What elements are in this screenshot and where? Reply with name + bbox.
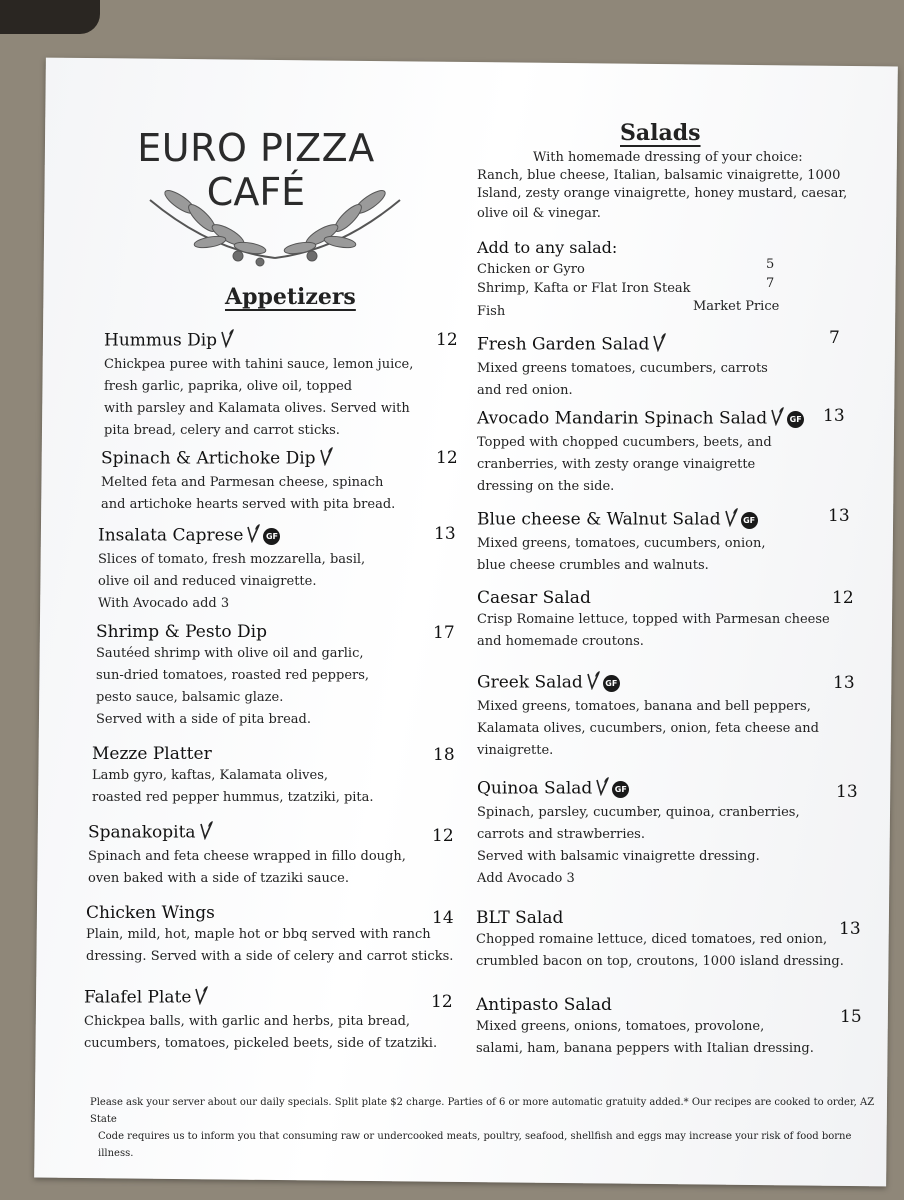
item-name [92,743,374,765]
item-description-line: and artichoke hearts served with pita bread. [101,497,396,512]
item-name-text: Blue cheese & Walnut Salad [477,509,721,530]
footer-line-2: Code requires us to inform you that consuming raw or undercooked meats, poultry, seafood, shellfish and eggs may increase your risk of food borne illness. [98,1131,852,1159]
gluten-free-icon: GF [612,781,629,798]
item-price: 13 [839,919,861,939]
item-name [477,776,800,802]
item-name [477,587,830,609]
item-name [477,507,765,533]
item-description-line: vinaigrette. [477,743,554,758]
menu-footer-note [90,1094,880,1162]
appetizer-menu-item [104,328,413,442]
item-description-line: Mixed greens, tomatoes, banana and bell peppers, [477,699,811,714]
salad-menu-item [477,587,830,653]
vegetarian-icon [221,328,235,354]
item-description-line: Slices of tomato, fresh mozzarella, basil, [98,552,366,567]
vegetarian-icon [596,776,610,802]
item-name-text: Quinoa Salad [477,778,593,799]
item-description-line: Chickpea balls, with garlic and herbs, pita bread, [84,1014,411,1029]
addon-label-1: Chicken or Gyro [477,262,585,277]
vegetarian-icon [725,507,739,533]
item-description-line: and red onion. [477,383,573,398]
item-description-line: Chickpea puree with tahini sauce, lemon juice, [104,357,414,372]
background-object [0,0,100,34]
item-price: 13 [434,524,456,544]
addon-price-3: Market Price [693,299,780,314]
item-name-text: Chicken Wings [86,903,215,923]
salad-menu-item [477,332,768,402]
item-name-text: Caesar Salad [477,588,591,608]
item-price: 17 [433,623,455,643]
item-name [88,820,406,846]
item-price: 13 [833,673,855,693]
item-description-line: Add Avocado 3 [477,871,575,886]
item-description-line: carrots and strawberries. [477,827,645,842]
item-description-line: Mixed greens, onions, tomatoes, provolone, [476,1019,765,1034]
salad-menu-item [477,776,800,890]
item-name-text: Avocado Mandarin Spinach Salad [477,408,768,429]
item-name-text: Insalata Caprese [98,525,244,546]
appetizer-menu-item [98,523,365,615]
appetizer-menu-item [92,743,374,809]
item-name [101,446,395,472]
item-name [476,994,814,1016]
item-name [98,523,365,549]
item-description-line: sun-dried tomatoes, roasted red peppers, [96,668,370,683]
item-name [477,670,819,696]
appetizer-menu-item [88,820,406,890]
item-name [86,902,453,924]
vegetarian-icon [771,406,785,432]
item-name [104,328,413,354]
footer-line-1: Please ask your server about our daily specials. Split plate $2 charge. Parties of 6 or more automatic gratuity added.* Our recipes are cooked to order, AZ State [90,1097,875,1125]
item-description-line: Crisp Romaine lettuce, topped with Parmesan cheese [477,612,830,627]
gluten-free-icon: GF [741,512,758,529]
vegetarian-icon [320,446,334,472]
item-price: 12 [431,992,453,1012]
brand-line-1: EURO PIZZA [137,126,375,170]
item-price: 15 [840,1007,862,1027]
item-description-line: roasted red pepper hummus, tzatziki, pita. [92,790,374,805]
item-description-line: dressing. Served with a side of celery and carrot sticks. [86,949,454,964]
salad-menu-item [477,670,819,762]
salads-heading: Salads [620,120,701,146]
item-description-line: crumbled bacon on top, croutons, 1000 island dressing. [476,954,844,969]
item-name-text: Falafel Plate [84,987,192,1008]
item-name-text: Hummus Dip [104,330,218,351]
vegetarian-icon [653,332,667,358]
item-description-line: Melted feta and Parmesan cheese, spinach [101,475,384,490]
salads-intro-line-1: With homemade dressing of your choice: [533,150,803,165]
item-name-text: Antipasto Salad [476,995,612,1015]
item-description-line: pesto sauce, balsamic glaze. [96,690,284,705]
appetizer-menu-item [101,446,395,516]
item-name-text: Greek Salad [477,672,583,693]
vegetarian-icon [200,820,214,846]
item-description-line: Served with a side of pita bread. [96,712,311,727]
item-price: 14 [432,908,454,928]
item-price: 18 [433,745,455,765]
gluten-free-icon: GF [263,528,280,545]
item-description-line: fresh garlic, paprika, olive oil, topped [104,379,353,394]
item-name-text: Fresh Garden Salad [477,334,650,355]
item-name [477,406,804,432]
appetizer-menu-item [86,902,453,968]
item-price: 12 [436,330,458,350]
item-description-line: Mixed greens tomatoes, cucumbers, carrots [477,361,768,376]
gluten-free-icon: GF [603,675,620,692]
item-description-line: and homemade croutons. [477,634,644,649]
item-description-line: Chopped romaine lettuce, diced tomatoes, red onion, [476,932,828,947]
appetizer-menu-item [84,985,437,1055]
item-name [477,332,768,358]
addon-label-3: Fish [477,304,506,319]
item-description-line: cranberries, with zesty orange vinaigrette [477,457,756,472]
item-description-line: Topped with chopped cucumbers, beets, and [477,435,772,450]
item-description-line: Kalamata olives, cucumbers, onion, feta cheese and [477,721,819,736]
addon-label-2: Shrimp, Kafta or Flat Iron Steak [477,281,691,296]
addon-price-2: 7 [766,276,775,291]
salad-menu-item [476,907,844,973]
item-description-line: Mixed greens, tomatoes, cucumbers, onion, [477,536,766,551]
item-description-line: Spinach and feta cheese wrapped in fillo dough, [88,849,406,864]
gluten-free-icon: GF [787,411,804,428]
item-description-line: salami, ham, banana peppers with Italian dressing. [476,1041,814,1056]
item-description-line: Served with balsamic vinaigrette dressing. [477,849,760,864]
brand-line-2: CAFÉ [206,170,306,214]
item-name-text: Spanakopita [88,822,196,843]
item-price: 13 [823,406,845,426]
item-price: 12 [432,826,454,846]
item-description-line: Spinach, parsley, cucumber, quinoa, cranberries, [477,805,800,820]
vegetarian-icon [247,523,261,549]
salad-menu-item [477,406,804,498]
salads-intro-line-2: Ranch, blue cheese, Italian, balsamic vinaigrette, 1000 [477,168,841,183]
salads-intro-line-3: Island, zesty orange vinaigrette, honey mustard, caesar, [477,186,848,201]
appetizers-heading: Appetizers [225,284,356,310]
item-price: 12 [436,448,458,468]
item-name [476,907,844,929]
item-description-line: pita bread, celery and carrot sticks. [104,423,340,438]
item-description-line: olive oil and reduced vinaigrette. [98,574,317,589]
item-name-text: Spinach & Artichoke Dip [101,448,316,469]
appetizer-menu-item [96,621,369,731]
item-price: 13 [836,782,858,802]
item-name [96,621,369,643]
olive-branch-icon [140,180,410,270]
item-price: 12 [832,588,854,608]
item-name [84,985,437,1011]
item-name-text: Shrimp & Pesto Dip [96,622,267,642]
addon-price-1: 5 [766,257,775,272]
item-description-line: With Avocado add 3 [98,596,230,611]
vegetarian-icon [587,670,601,696]
item-description-line: blue cheese crumbles and walnuts. [477,558,709,573]
item-name-text: Mezze Platter [92,744,212,764]
salad-menu-item [477,507,765,577]
item-description-line: Plain, mild, hot, maple hot or bbq served with ranch [86,927,431,942]
item-name-text: BLT Salad [476,908,564,928]
item-description-line: dressing on the side. [477,479,615,494]
item-description-line: cucumbers, tomatoes, pickeled beets, side of tzatziki. [84,1036,438,1051]
item-description-line: oven baked with a side of tzaziki sauce. [88,871,350,886]
addons-heading: Add to any salad: [477,238,618,257]
item-price: 7 [829,328,840,348]
item-description-line: Sautéed shrimp with olive oil and garlic, [96,646,364,661]
item-description-line: with parsley and Kalamata olives. Served with [104,401,410,416]
item-description-line: Lamb gyro, kaftas, Kalamata olives, [92,768,329,783]
salad-menu-item [476,994,814,1060]
vegetarian-icon [195,985,209,1011]
salads-intro-line-4: olive oil & vinegar. [477,206,601,221]
item-price: 13 [828,506,850,526]
